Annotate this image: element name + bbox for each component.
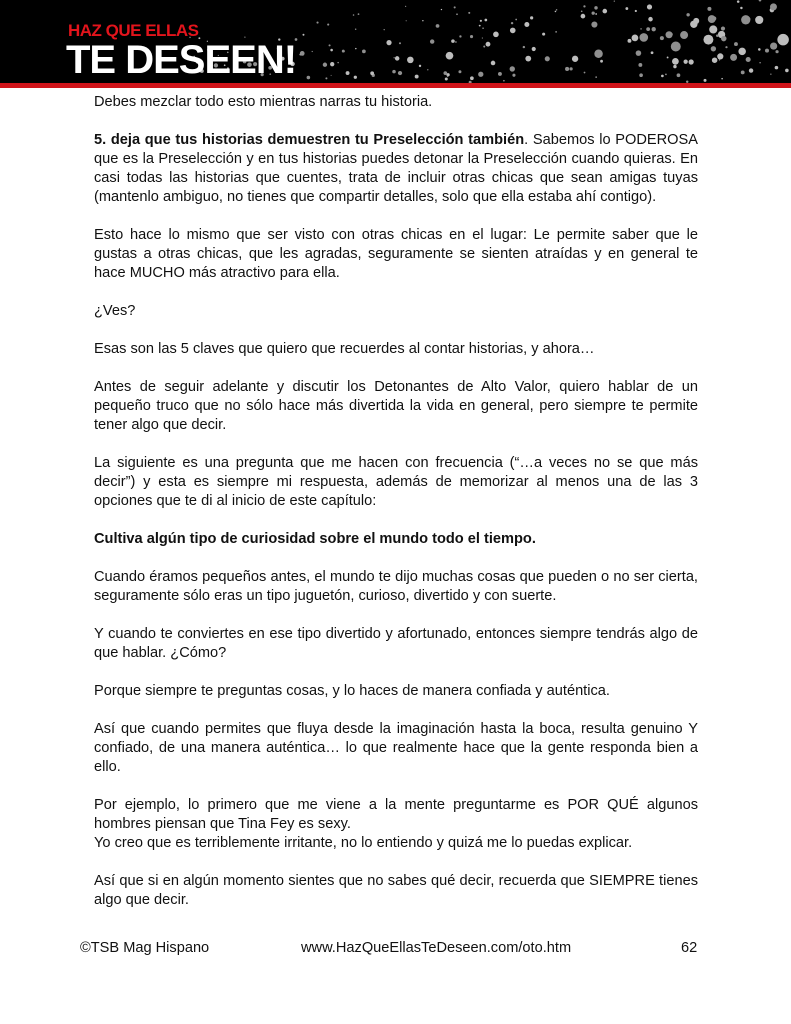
dot — [746, 17, 750, 21]
dot — [584, 72, 586, 74]
paragraph: Por ejemplo, lo primero que me viene a la mente preguntarme es POR QUÉ algunos hombres piensan que Tina Fey es sexy. — [94, 797, 698, 832]
dot — [639, 33, 648, 42]
dot — [353, 14, 355, 16]
dot — [358, 13, 360, 15]
dot — [712, 57, 718, 63]
dot — [427, 69, 428, 70]
dot — [329, 44, 331, 46]
dot — [665, 74, 667, 76]
paragraph: Y cuando te conviertes en ese tipo divertido y afortunado, entonces siempre tendrás algo de que hablar. ¿Cómo? — [94, 626, 698, 661]
paragraph: Cuando éramos pequeños antes, el mundo te dijo muchas cosas que pueden o no ser cierta, seguramente sólo eras un tipo juguetón, curioso, divertido y con suerte. — [94, 569, 698, 604]
dot — [478, 72, 483, 77]
dot — [721, 36, 726, 41]
dot — [785, 69, 789, 73]
dot — [405, 6, 406, 7]
bold-heading: Cultiva algún tipo de curiosidad sobre el mundo todo el tiempo. — [94, 531, 536, 547]
dot — [515, 19, 517, 21]
page-header-banner — [0, 0, 791, 83]
copyright-text: ©TSB Mag Hispano — [80, 940, 210, 956]
dot — [741, 70, 745, 74]
dot — [392, 70, 396, 74]
dot — [677, 73, 681, 77]
dot — [652, 27, 656, 31]
dot — [602, 9, 607, 14]
paragraph — [94, 530, 698, 549]
dot — [711, 46, 716, 51]
dot — [482, 38, 483, 39]
dot — [777, 34, 788, 45]
page-number: 62 — [681, 940, 698, 956]
paragraph: Porque siempre te preguntas cosas, y lo haces de manera confiada y auténtica. — [94, 683, 610, 699]
dot — [765, 49, 769, 53]
dot — [302, 34, 304, 36]
page-body — [94, 93, 698, 929]
dot — [512, 74, 515, 77]
dot — [734, 42, 738, 46]
dot — [671, 42, 681, 52]
dot — [689, 59, 694, 64]
dot — [458, 70, 461, 73]
dot — [316, 22, 318, 24]
dot — [775, 66, 779, 70]
dot — [651, 51, 654, 54]
dot — [628, 39, 632, 43]
dot — [693, 18, 699, 24]
dot — [399, 42, 401, 44]
dot — [667, 57, 669, 59]
dot — [749, 68, 753, 72]
dot — [591, 21, 597, 27]
dot — [454, 6, 456, 8]
dot — [737, 0, 740, 3]
dot — [386, 40, 391, 45]
dot — [672, 58, 679, 65]
paragraph: Yo creo que es terriblemente irritante, no lo entiendo y quizá me lo puedas explicar. — [94, 835, 633, 851]
dot — [686, 13, 689, 16]
dot — [625, 7, 628, 10]
dot — [484, 19, 487, 22]
dot — [532, 47, 536, 51]
dot — [384, 29, 385, 30]
dot — [307, 76, 311, 80]
dot — [759, 0, 762, 1]
dot — [491, 61, 496, 66]
dot — [415, 75, 419, 79]
dot — [746, 57, 751, 62]
dot — [730, 54, 737, 61]
dot — [343, 51, 345, 53]
dot — [542, 33, 545, 36]
dot — [327, 24, 329, 26]
footer-url: www.HazQueEllasTeDeseen.com/oto.htm — [301, 940, 572, 956]
dot — [443, 71, 447, 75]
dot — [323, 63, 327, 67]
dot — [666, 31, 673, 38]
dot — [646, 27, 650, 31]
dot — [447, 76, 448, 77]
dot — [482, 28, 483, 29]
dot — [523, 46, 525, 48]
dot — [581, 10, 583, 12]
dot — [470, 35, 473, 38]
dot — [355, 29, 356, 30]
dot — [503, 80, 505, 82]
dot — [716, 34, 719, 37]
dot — [455, 41, 456, 42]
logo-title: TE DESEEN! — [66, 38, 297, 82]
dot — [530, 16, 533, 19]
dot — [370, 71, 374, 75]
dot — [660, 36, 664, 40]
dot — [446, 52, 454, 60]
dot — [721, 27, 725, 31]
logo-subtitle: HAZ QUE ELLAS — [68, 21, 199, 40]
dot — [300, 51, 305, 56]
dot — [545, 56, 550, 61]
dot — [704, 79, 707, 82]
dot — [468, 12, 470, 14]
dot — [430, 39, 434, 43]
dot — [636, 50, 642, 56]
dot — [459, 35, 461, 37]
dot — [524, 22, 529, 27]
dot — [594, 49, 602, 57]
dot — [595, 13, 597, 15]
dot — [555, 11, 557, 13]
paragraph-text: . Sabemos lo PODEROSA que es la Preselección y en tus historias puedes detonar la Preselección cuando quieras. En casi todas las historias que cuentes, trata de incluir otras chicas que sean amigas tuyas (mantenlo ambiguo, no tienes que compartir detalles, solo que ella estaba ahí contigo). — [94, 132, 698, 205]
dot — [770, 3, 777, 10]
dot — [331, 75, 332, 76]
dot — [436, 24, 440, 28]
paragraph: Así que cuando permites que fluya desde la imaginación hasta la boca, resulta genuino Y confiado, de una manera auténtica… lo que realmente hace que la gente responda bien a ello. — [94, 721, 698, 775]
dot — [422, 20, 423, 21]
dot — [337, 62, 338, 63]
header-red-divider — [0, 83, 791, 88]
dot — [441, 9, 442, 10]
dot — [632, 37, 636, 41]
dot — [498, 72, 502, 76]
dot — [556, 9, 557, 10]
dot — [510, 28, 516, 34]
dot — [647, 4, 652, 9]
dot — [740, 7, 742, 9]
dot — [407, 57, 414, 64]
dot — [346, 71, 350, 75]
dot — [330, 62, 334, 66]
dot — [312, 51, 313, 52]
dot — [451, 39, 455, 43]
dot — [493, 32, 499, 38]
dot — [758, 48, 761, 51]
dot — [483, 46, 485, 48]
dot — [703, 35, 713, 45]
dot — [738, 48, 746, 56]
dot — [635, 10, 637, 12]
paragraph: Debes mezclar todo esto mientras narras tu historia. — [94, 94, 433, 110]
dot — [569, 67, 572, 70]
paragraph: ¿Ves? — [94, 303, 136, 319]
dot — [398, 71, 402, 75]
dot — [595, 76, 596, 77]
dot — [648, 17, 653, 22]
dot — [354, 76, 357, 79]
dot — [325, 77, 327, 79]
dot — [445, 78, 448, 81]
dot — [770, 73, 771, 74]
dot — [614, 0, 615, 1]
dot — [592, 11, 595, 14]
dot — [406, 20, 407, 21]
paragraph: Esas son las 5 claves que quiero que recuerdes al contar historias, y ahora… — [94, 341, 595, 357]
dot — [486, 42, 491, 47]
paragraph: La siguiente es una pregunta que me hacen con frecuencia (“…a veces no se que más decir”) y esta es siempre mi respuesta, además de memorizar al menos una de las 3 opciones que te di al inicio de este capítulo: — [94, 455, 698, 509]
dot — [330, 49, 333, 52]
dot — [572, 56, 578, 62]
dot — [479, 25, 481, 27]
dot — [395, 56, 400, 61]
dot — [638, 63, 642, 67]
dot — [759, 62, 760, 63]
dot — [581, 14, 586, 19]
dot — [394, 57, 395, 58]
dot — [583, 5, 585, 7]
dot — [362, 50, 366, 54]
dot — [555, 31, 557, 33]
dot — [709, 25, 717, 33]
dot — [456, 13, 458, 15]
paragraph: Antes de seguir adelante y discutir los Detonantes de Alto Valor, quiero hablar de un pequeño truco que no sólo hace más divertida la vida en general, pero siempre te permite tener algo que decir. — [94, 379, 698, 433]
paragraph: Así que si en algún momento sientes que no sabes qué decir, recuerda que SIEMPRE tienes algo que decir. — [94, 873, 698, 908]
dot — [770, 42, 777, 49]
dot — [707, 7, 711, 11]
dot — [510, 66, 515, 71]
dot — [680, 31, 688, 39]
dot — [600, 60, 603, 63]
dot — [525, 56, 531, 62]
paragraph: Esto hace lo mismo que ser visto con otras chicas en el lugar: Le permite saber que le gustas a otras chicas, que les agradas, seguramente se sienten atraídas y en general te hace MUCHO más atractivo para ella. — [94, 227, 698, 281]
dot — [661, 75, 664, 78]
dot — [470, 76, 474, 80]
paragraph — [94, 131, 698, 207]
bold-heading: 5. deja que tus historias demuestren tu Preselección también — [94, 132, 525, 148]
dot — [712, 16, 716, 20]
dot — [775, 50, 778, 53]
dot — [594, 6, 597, 9]
dot — [640, 28, 642, 30]
dot — [480, 20, 482, 22]
dot — [717, 53, 723, 59]
dot — [565, 67, 569, 71]
dot — [355, 48, 356, 49]
dot — [419, 65, 421, 67]
dot — [639, 73, 643, 77]
dot — [673, 65, 676, 68]
dot — [725, 46, 727, 48]
dot — [721, 78, 723, 80]
dot — [755, 16, 763, 24]
dot — [684, 60, 688, 64]
dot — [511, 22, 513, 24]
